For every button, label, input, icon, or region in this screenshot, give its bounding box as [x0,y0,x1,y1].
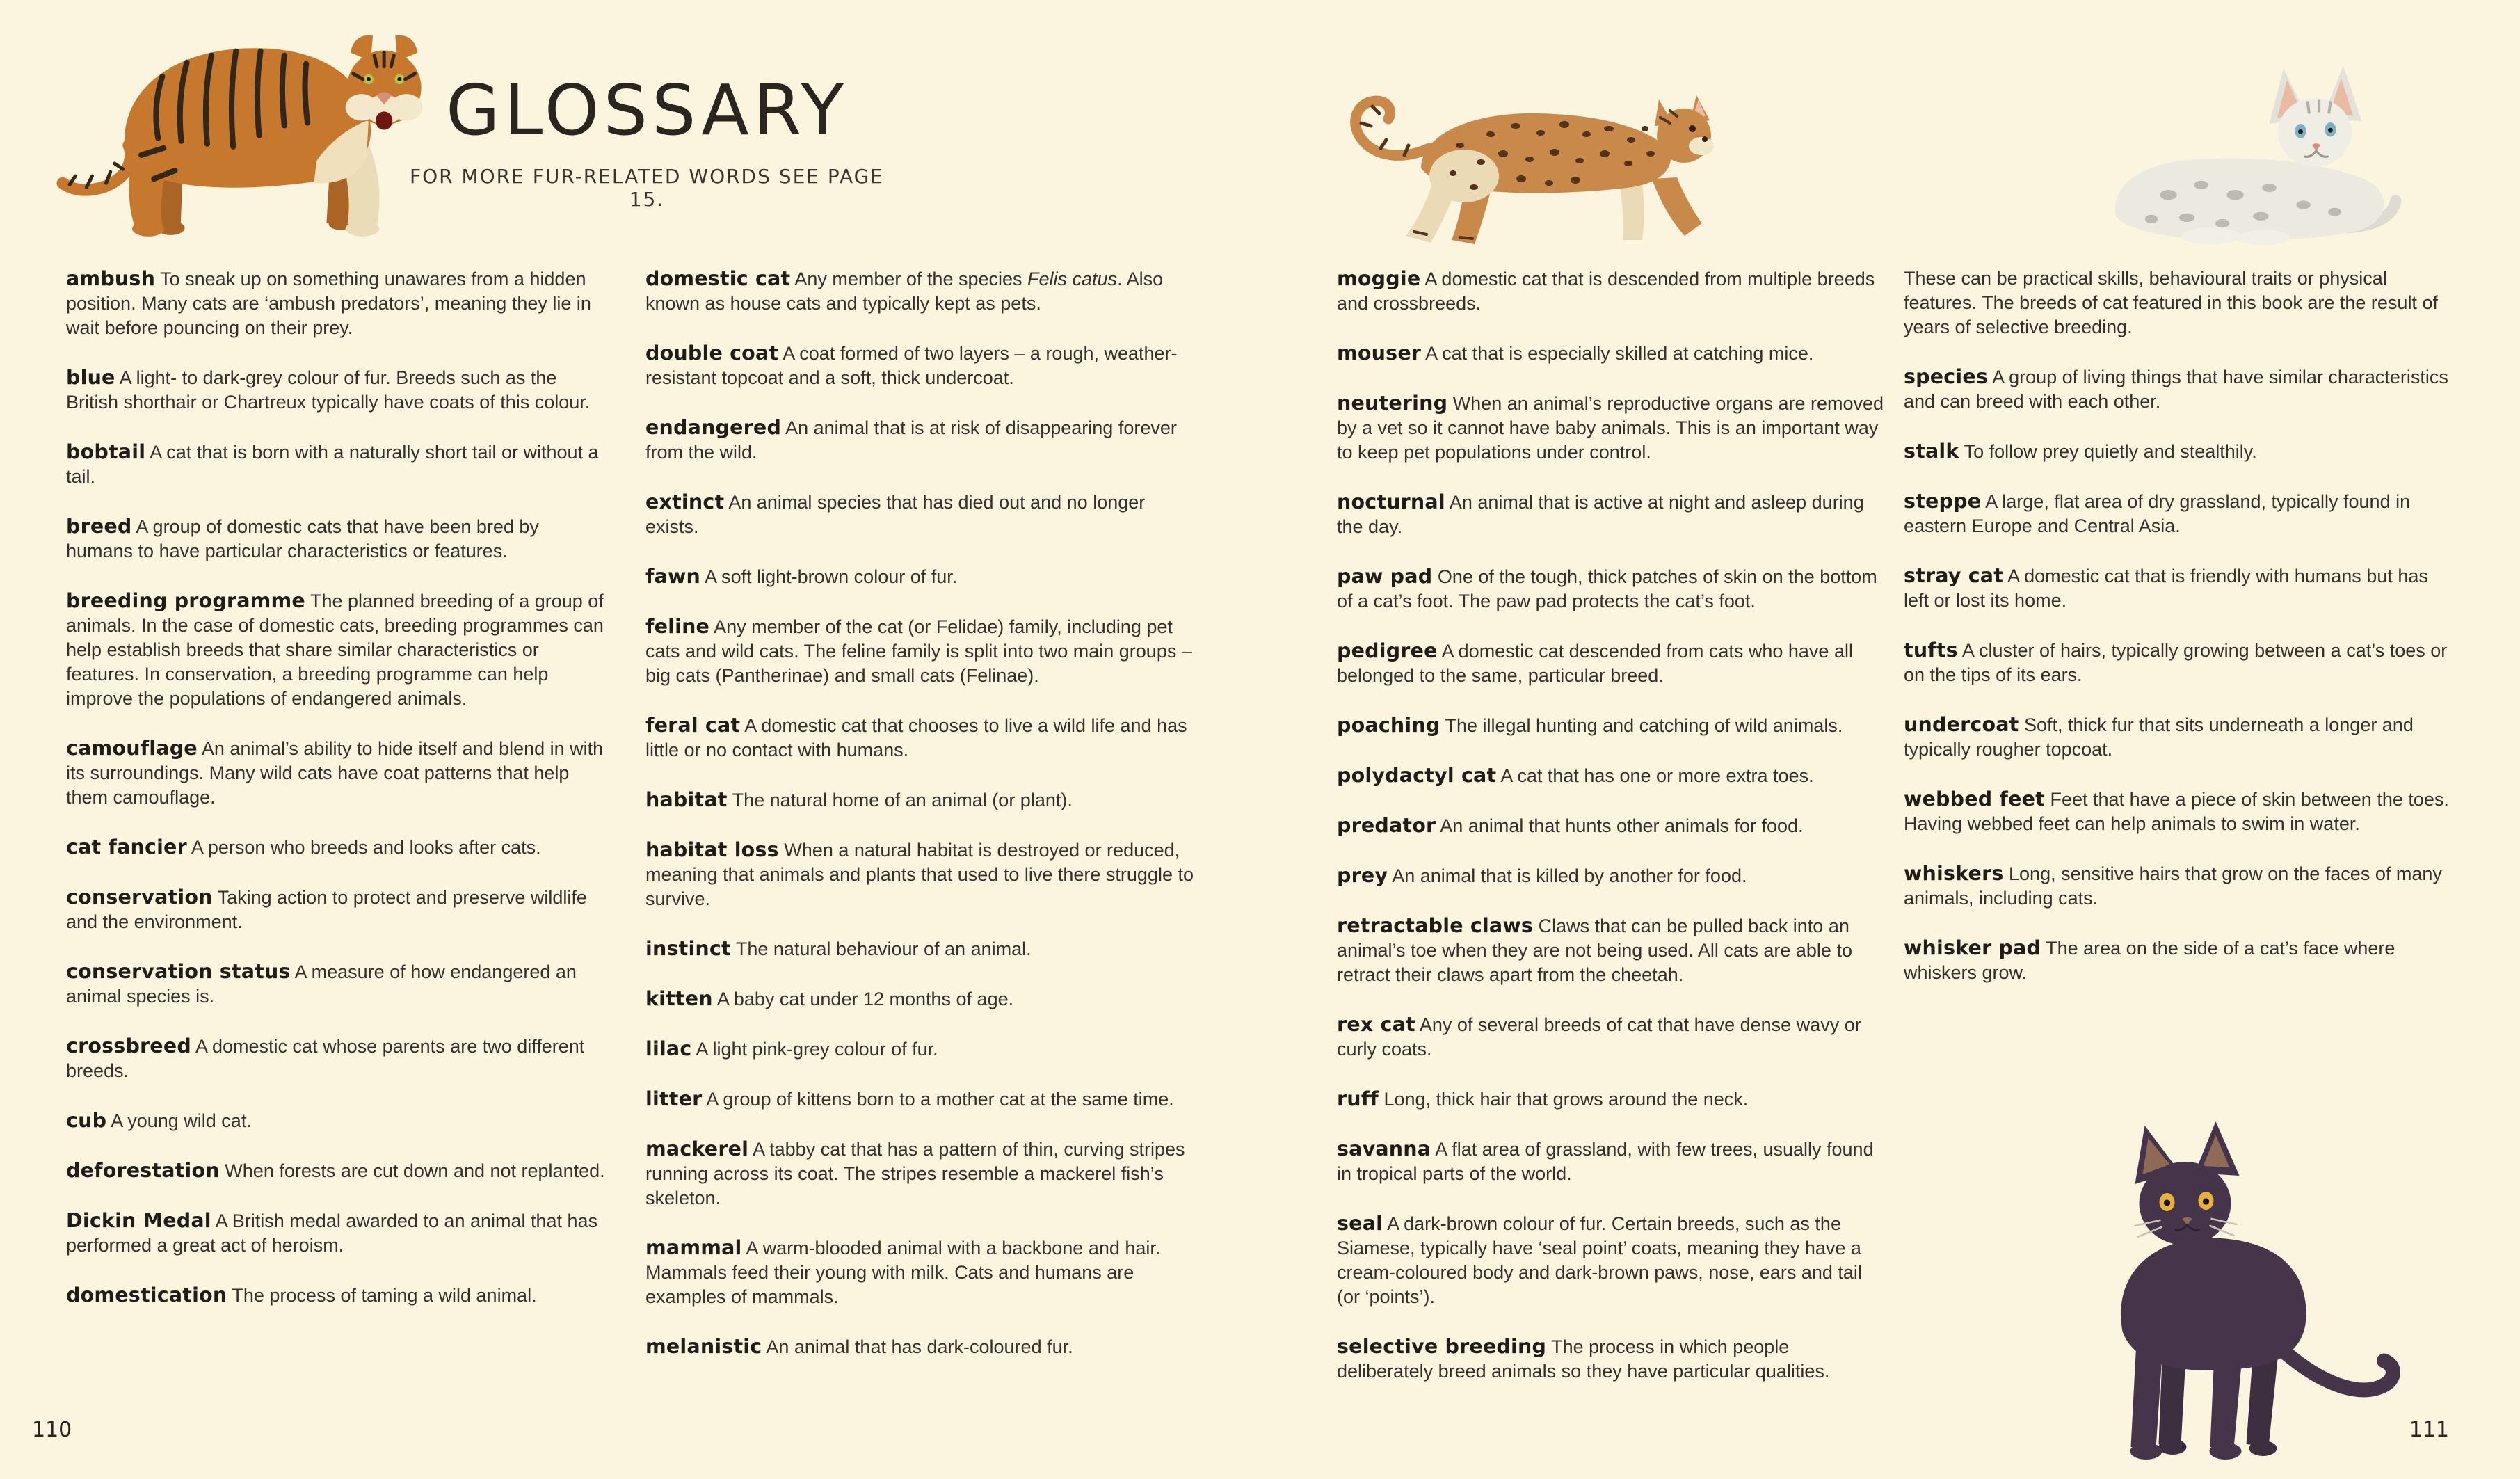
black-cat-illustration [2076,1098,2400,1473]
glossary-definition: A soft light-brown colour of fur. [705,566,958,587]
glossary-entry [1337,490,1885,539]
glossary-term: whiskers [1904,862,2004,885]
glossary-term: poaching [1337,714,1440,737]
glossary-definition: An animal that has dark-coloured fur. [766,1336,1073,1357]
glossary-entry [66,589,607,711]
glossary-entry [1337,1012,1885,1062]
page-subtitle: FOR MORE FUR-RELATED WORDS SEE PAGE 15. [409,165,884,211]
glossary-term: cat fancier [66,836,187,858]
glossary-entry [66,1283,607,1308]
glossary-definition: A light pink-grey colour of fur. [696,1039,938,1060]
glossary-term: ambush [66,267,156,290]
glossary-definition: A cluster of hairs, typically growing between a cat’s toes or on the tips of its ears. [1904,640,2448,685]
glossary-entry [66,885,607,934]
glossary-entry [66,440,607,489]
glossary-term: prey [1337,864,1388,887]
glossary-definition: A group of kittens born to a mother cat at the same time. [706,1089,1174,1110]
glossary-definition: A cat that is especially skilled at catching mice. [1425,343,1814,364]
glossary-term: cub [66,1109,107,1132]
glossary-definition: A domestic cat whose parents are two different breeds. [66,1036,585,1081]
glossary-entry [645,415,1198,465]
glossary-definition: A coat formed of two layers – a rough, weather-resistant topcoat and a soft, thick undercoat. [645,343,1178,388]
glossary-term: mouser [1337,342,1422,365]
glossary-entry [1337,341,1885,366]
glossary-entry [1904,365,2453,414]
glossary-entry [66,365,607,415]
glossary-definition: A light- to dark-grey colour of fur. Breeds such as the British shorthair or Chartreux typically have coats of this colour. [66,367,591,413]
glossary-entry [66,1158,607,1183]
glossary-column-3 [1337,266,1885,1409]
glossary-definition: A group of living things that have similar characteristics and can breed with each other. [1904,367,2448,412]
spotted-cat-image [1317,50,1734,253]
glossary-term: webbed feet [1904,788,2045,810]
glossary-definition: Any member of the species Felis catus. Also known as house cats and typically kept as pets. [645,269,1164,314]
glossary-definition: The illegal hunting and catching of wild animals. [1445,715,1843,736]
glossary-entry [645,1137,1198,1210]
glossary-term: double coat [645,342,779,365]
glossary-entry [66,1208,607,1258]
glossary-term: Dickin Medal [66,1209,211,1232]
grey-cat-illustration [2090,56,2410,255]
glossary-term: undercoat [1904,713,2019,736]
glossary-entry [645,564,1198,589]
glossary-definition: When an animal’s reproductive organs are removed by a vet so it cannot have baby animals. This is an important way to keep pet populations under control. [1337,393,1884,463]
glossary-entry [1337,813,1885,838]
glossary-entry [66,514,607,563]
glossary-definition: Long, sensitive hairs that grow on the faces of many animals, including cats. [1904,863,2442,909]
glossary-term: ruff [1337,1087,1379,1110]
glossary-entry [645,788,1198,813]
glossary-definition: An animal that is active at night and asleep during the day. [1337,492,1864,537]
glossary-term: deforestation [66,1159,220,1182]
glossary-term: selective breeding [1337,1335,1547,1358]
glossary-entry [1904,787,2453,836]
glossary-definition: A British medal awarded to an animal that has performed a great act of heroism. [66,1210,598,1256]
glossary-definition: These can be practical skills, behavioural traits or physical features. The breeds of cat featured in this book are the result of years of selective breeding. [1904,268,2438,337]
glossary-term: polydactyl cat [1337,764,1497,787]
glossary-term: domestic cat [645,267,791,290]
glossary-entry [1337,639,1885,688]
black-cat-image [2076,1098,2400,1473]
glossary-column-1 [66,266,607,1333]
glossary-definition: A person who breeds and looks after cats. [191,837,541,858]
glossary-term: habitat loss [645,838,779,861]
glossary-term: moggie [1337,267,1421,290]
glossary-definition: The natural behaviour of an animal. [735,938,1032,959]
glossary-entry [66,1108,607,1133]
glossary-term: retractable claws [1337,914,1534,937]
page-title: GLOSSARY [446,70,848,151]
glossary-term: steppe [1904,490,1982,513]
glossary-term: bobtail [66,440,146,463]
glossary-entry [645,341,1198,390]
glossary-definition: A young wild cat. [111,1110,252,1131]
glossary-definition: A domestic cat descended from cats who have all belonged to the same, particular breed. [1337,641,1853,686]
grey-cat-image [2090,56,2410,255]
glossary-definition: An animal that is killed by another for food. [1392,865,1747,886]
glossary-definition: The area on the side of a cat’s face where whiskers grow. [1904,938,2395,983]
glossary-entry [645,1087,1198,1112]
page-number-left: 110 [32,1418,72,1442]
glossary-term: melanistic [645,1335,762,1358]
glossary-entry [645,986,1198,1012]
glossary-definition: A domestic cat that chooses to live a wild life and has little or no contact with humans. [645,715,1187,760]
glossary-term: mackerel [645,1137,749,1160]
glossary-term: tufts [1904,639,1958,662]
glossary-definition: The natural home of an animal (or plant). [732,790,1073,810]
glossary-term: conservation status [66,960,291,983]
glossary-term: domestication [66,1284,227,1306]
glossary-entry [645,614,1198,688]
glossary-entry [66,266,607,340]
glossary-entry [1337,863,1885,888]
glossary-term: instinct [645,937,731,960]
glossary-term: nocturnal [1337,490,1445,513]
glossary-definition: Any member of the cat (or Felidae) family, including pet cats and wild cats. The feline family is split into two main groups – big cats (Pantherinae) and small cats (Felinae). [645,616,1192,686]
glossary-entry [1904,439,2453,464]
glossary-entry [1904,563,2453,613]
tiger-image [56,8,452,241]
glossary-entry [1337,266,1885,316]
glossary-definition: A tabby cat that has a pattern of thin, curving stripes running across its coat. The stripes resemble a mackerel fish’s skeleton. [645,1139,1185,1208]
title-block [407,70,887,211]
glossary-term: whisker pad [1904,936,2041,959]
page-number-right: 111 [2409,1418,2449,1442]
glossary-definition: A large, flat area of dry grassland, typically found in eastern Europe and Central Asia. [1904,491,2411,536]
glossary-entry [645,1334,1198,1359]
glossary-definition: A group of domestic cats that have been bred by humans to have particular characteristics or features. [66,516,539,561]
glossary-definition: When a natural habitat is destroyed or reduced, meaning that animals and plants that used to live there struggle to survive. [645,840,1194,909]
glossary-term: breeding programme [66,589,305,612]
glossary-term: savanna [1337,1137,1431,1160]
glossary-definition: The planned breeding of a group of animals. In the case of domestic cats, breeding programmes can help establish breeds that share similar characteristics or features. In conservation, a breeding programme can help improve the populations of endangered animals. [66,591,604,709]
glossary-definition: A dark-brown colour of fur. Certain breeds, such as the Siamese, typically have ‘seal point’ coats, meaning they have a cream-coloured body and dark-brown paws, nose, ears and tail (or ‘points’). [1337,1213,1862,1307]
glossary-term: seal [1337,1212,1383,1235]
glossary-term: camouflage [66,737,198,760]
glossary-entry [645,838,1198,911]
glossary-entry [1904,861,2453,911]
glossary-entry [1337,1211,1885,1309]
glossary-term: feral cat [645,714,741,737]
glossary-term: fawn [645,565,701,588]
glossary-term: rex cat [1337,1013,1415,1036]
glossary-entry [1337,913,1885,987]
glossary-definition: One of the tough, thick patches of skin on the bottom of a cat’s foot. The paw pad protects the cat’s foot. [1337,566,1877,611]
glossary-entry [645,1037,1198,1062]
glossary-definition: A cat that has one or more extra toes. [1500,765,1814,786]
glossary-entry [1337,713,1885,738]
glossary-term: species [1904,365,1989,388]
glossary-entry [1337,763,1885,788]
glossary-definition: The process in which people deliberately breed animals so they have particular qualities. [1337,1336,1830,1382]
glossary-term: paw pad [1337,565,1433,588]
glossary-term: litter [645,1087,703,1110]
glossary-definition: An animal that hunts other animals for food. [1440,815,1804,836]
glossary-term: crossbreed [66,1034,191,1057]
glossary-definition: To sneak up on something unawares from a hidden position. Many cats are ‘ambush predators’, meaning they lie in wait before pouncing on their prey. [66,269,591,338]
glossary-definition: A flat area of grassland, with few trees, usually found in tropical parts of the world. [1337,1139,1874,1184]
glossary-entry [645,936,1198,961]
glossary-term: stray cat [1904,564,2004,587]
glossary-entry [1337,391,1885,465]
glossary-entry [1337,1137,1885,1186]
glossary-entry [1904,638,2453,687]
glossary-definition: An animal that is at risk of disappearing forever from the wild. [645,417,1177,463]
glossary-term: feline [645,615,710,638]
tiger-illustration [56,8,452,241]
glossary-term: endangered [645,416,782,439]
glossary-entry [645,1236,1198,1309]
glossary-definition: A warm-blooded animal with a backbone and hair. Mammals feed their young with milk. Cats and humans are examples of mammals. [645,1238,1161,1307]
glossary-entry [66,959,607,1009]
glossary-term: mammal [645,1236,742,1259]
glossary-entry [1904,266,2453,339]
glossary-entry [1904,712,2453,762]
glossary-column-2 [645,266,1198,1384]
glossary-term: blue [66,366,115,389]
glossary-term: habitat [645,788,728,811]
glossary-term: conservation [66,886,213,909]
glossary-term: predator [1337,814,1436,837]
glossary-definition: Soft, thick fur that sits underneath a longer and typically rougher topcoat. [1904,714,2414,760]
glossary-entry [1904,489,2453,538]
glossary-definition: Taking action to protect and preserve wildlife and the environment. [66,887,587,932]
glossary-definition: An animal species that has died out and no longer exists. [645,492,1146,537]
glossary-definition: Any of several breeds of cat that have dense wavy or curly coats. [1337,1014,1861,1060]
glossary-term: kitten [645,987,713,1010]
glossary-entry [1904,936,2453,985]
glossary-entry [645,713,1198,762]
glossary-term: pedigree [1337,639,1438,662]
glossary-definition: The process of taming a wild animal. [232,1285,537,1306]
glossary-definition: A cat that is born with a naturally short tail or without a tail. [66,442,599,487]
glossary-entry [66,1034,607,1083]
glossary-term: extinct [645,490,725,513]
glossary-definition: An animal’s ability to hide itself and blend in with its surroundings. Many wild cats have coat patterns that help them camouflage. [66,738,604,808]
spotted-cat-illustration [1317,50,1734,253]
glossary-definition: A domestic cat that is friendly with humans but has left or lost its home. [1904,566,2428,611]
glossary-column-4 [1904,266,2453,1010]
glossary-definition: Claws that can be pulled back into an animal’s toe when they are not being used. All cats are able to retract their claws apart from the cheetah. [1337,916,1852,985]
glossary-entry [1337,564,1885,614]
glossary-entry [66,736,607,810]
glossary-definition: Feet that have a piece of skin between the toes. Having webbed feet can help animals to swim in water. [1904,789,2449,834]
glossary-definition: A domestic cat that is descended from multiple breeds and crossbreeds. [1337,269,1875,314]
glossary-term: neutering [1337,392,1448,415]
glossary-definition: To follow prey quietly and stealthily. [1964,441,2257,462]
glossary-definition: When forests are cut down and not replanted. [225,1160,605,1181]
glossary-definition: A baby cat under 12 months of age. [716,989,1014,1009]
glossary-term: breed [66,515,132,538]
glossary-entry [645,266,1198,316]
glossary-entry [66,835,607,860]
glossary-definition: Long, thick hair that grows around the neck. [1383,1089,1749,1110]
glossary-term: lilac [645,1037,692,1060]
glossary-entry [1337,1334,1885,1384]
glossary-entry [645,490,1198,539]
glossary-entry [1337,1087,1885,1112]
glossary-term: stalk [1904,440,1959,463]
glossary-definition: A measure of how endangered an animal species is. [66,961,577,1007]
